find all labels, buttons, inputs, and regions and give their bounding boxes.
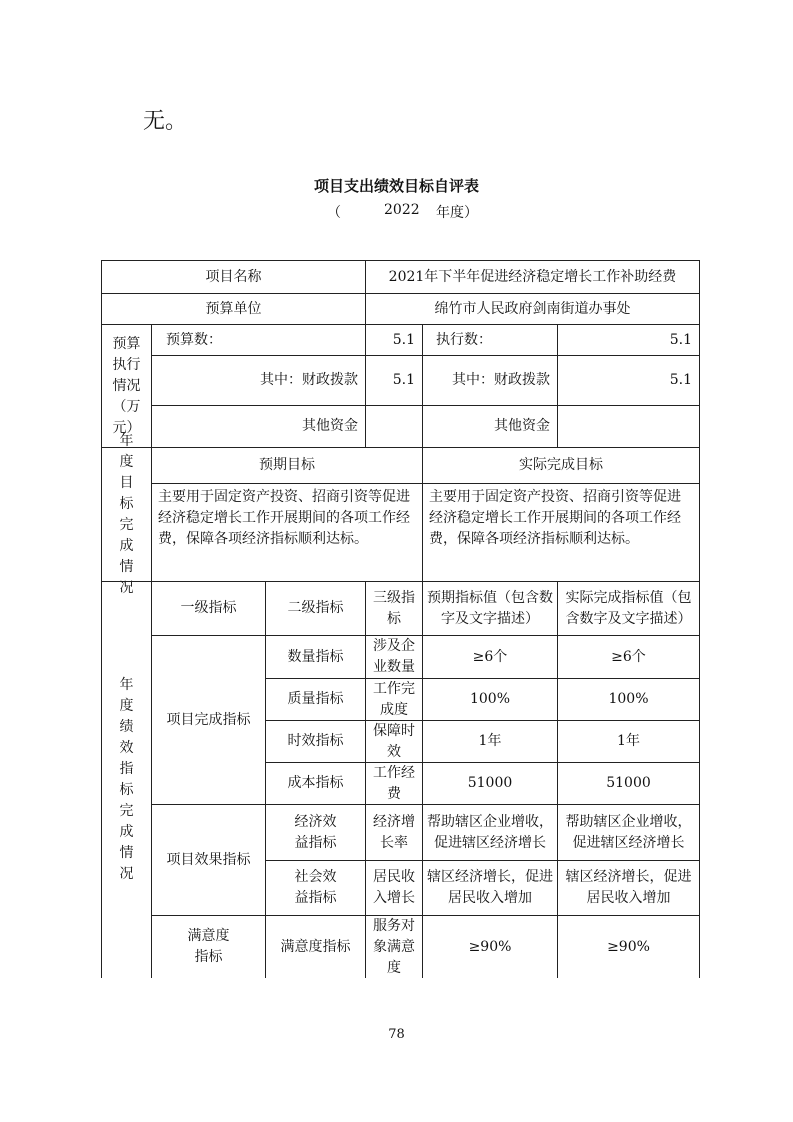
year-close: 年度） (436, 205, 478, 221)
indicator-level3: 服务对象满意度 (365, 915, 422, 978)
table-right-border (699, 260, 700, 978)
expected-goal-text: 主要用于固定资产投资、招商引资等促进经济稳定增长工作开展期间的各项工作经费，保障各项经济指标顺利达标。 (151, 483, 422, 581)
indicator-level2: 数量指标 (265, 635, 365, 678)
actual-goal-header: 实际完成目标 (422, 447, 699, 483)
annual-goal-section-label: 年度目标完成情况 (101, 447, 151, 581)
indicator-expected: 51000 (422, 762, 557, 804)
year-value: 2022 (384, 202, 420, 218)
execution-amount-label: 执行数： (422, 324, 557, 355)
indicator-level3: 保障时效 (365, 720, 422, 762)
indicator-section-label: 年度绩效指标完成情况 (101, 581, 151, 978)
indicator-level3: 工作完成度 (365, 678, 422, 720)
budget-amount-label: 预算数： (151, 324, 365, 355)
header-level1: 一级指标 (151, 581, 265, 635)
indicator-level3: 经济增长率 (365, 804, 422, 860)
indicator-actual: 100% (557, 678, 699, 720)
indicator-level2: 经济效益指标 (265, 804, 365, 860)
indicator-actual: 辖区经济增长，促进居民收入增加 (557, 860, 699, 915)
budget-unit-label: 预算单位 (101, 293, 365, 324)
project-name-label: 项目名称 (101, 260, 365, 293)
indicator-level2: 时效指标 (265, 720, 365, 762)
group-project-effect: 项目效果指标 (151, 804, 265, 915)
indicator-level3: 涉及企业数量 (365, 635, 422, 678)
indicator-expected: 100% (422, 678, 557, 720)
project-name-value: 2021年下半年促进经济稳定增长工作补助经费 (365, 260, 699, 293)
indicator-level2: 社会效益指标 (265, 860, 365, 915)
indicator-actual: 51000 (557, 762, 699, 804)
actual-goal-text: 主要用于固定资产投资、招商引资等促进经济稳定增长工作开展期间的各项工作经费，保障各项经济指标顺利达标。 (422, 483, 699, 581)
fiscal-value-right: 5.1 (557, 355, 699, 405)
budget-amount-value: 5.1 (365, 324, 422, 355)
indicator-level3: 居民收入增长 (365, 860, 422, 915)
year-open: （ (327, 205, 341, 221)
indicator-actual: 帮助辖区企业增收，促进辖区经济增长 (557, 804, 699, 860)
indicator-actual: 1年 (557, 720, 699, 762)
indicator-expected: 辖区经济增长，促进居民收入增加 (422, 860, 557, 915)
header-level2: 二级指标 (265, 581, 365, 635)
group-satisfaction: 满意度指标 (151, 915, 265, 978)
header-level3: 三级指标 (365, 581, 422, 635)
fiscal-value-left: 5.1 (365, 355, 422, 405)
other-funds-right-value (557, 405, 699, 447)
budget-unit-value: 绵竹市人民政府剑南街道办事处 (365, 293, 699, 324)
other-funds-left-value (365, 405, 422, 447)
indicator-level2: 满意度指标 (265, 915, 365, 978)
indicator-level2: 成本指标 (265, 762, 365, 804)
indicator-actual: ≥6个 (557, 635, 699, 678)
other-funds-left: 其他资金 (151, 405, 365, 447)
indicator-actual: ≥90% (557, 915, 699, 978)
indicator-level3: 工作经费 (365, 762, 422, 804)
indicator-expected: 1年 (422, 720, 557, 762)
header-actual: 实际完成指标值（包含数字及文字描述） (557, 581, 699, 635)
table-title: 项目支出绩效目标自评表 (313, 177, 479, 195)
fiscal-label-left: 其中：财政拨款 (151, 355, 365, 405)
intro-text: 无。 (143, 109, 188, 134)
budget-section-label: 预算执行情况（万元） (101, 324, 151, 447)
expected-goal-header: 预期目标 (151, 447, 422, 483)
header-expected: 预期指标值（包含数字及文字描述） (422, 581, 557, 635)
fiscal-label-right: 其中：财政拨款 (422, 355, 557, 405)
group-project-completion: 项目完成指标 (151, 635, 265, 804)
indicator-level2: 质量指标 (265, 678, 365, 720)
indicator-expected: ≥90% (422, 915, 557, 978)
indicator-expected: ≥6个 (422, 635, 557, 678)
other-funds-right: 其他资金 (422, 405, 557, 447)
page-number: 78 (388, 1027, 405, 1042)
execution-amount-value: 5.1 (557, 324, 699, 355)
indicator-expected: 帮助辖区企业增收，促进辖区经济增长 (422, 804, 557, 860)
